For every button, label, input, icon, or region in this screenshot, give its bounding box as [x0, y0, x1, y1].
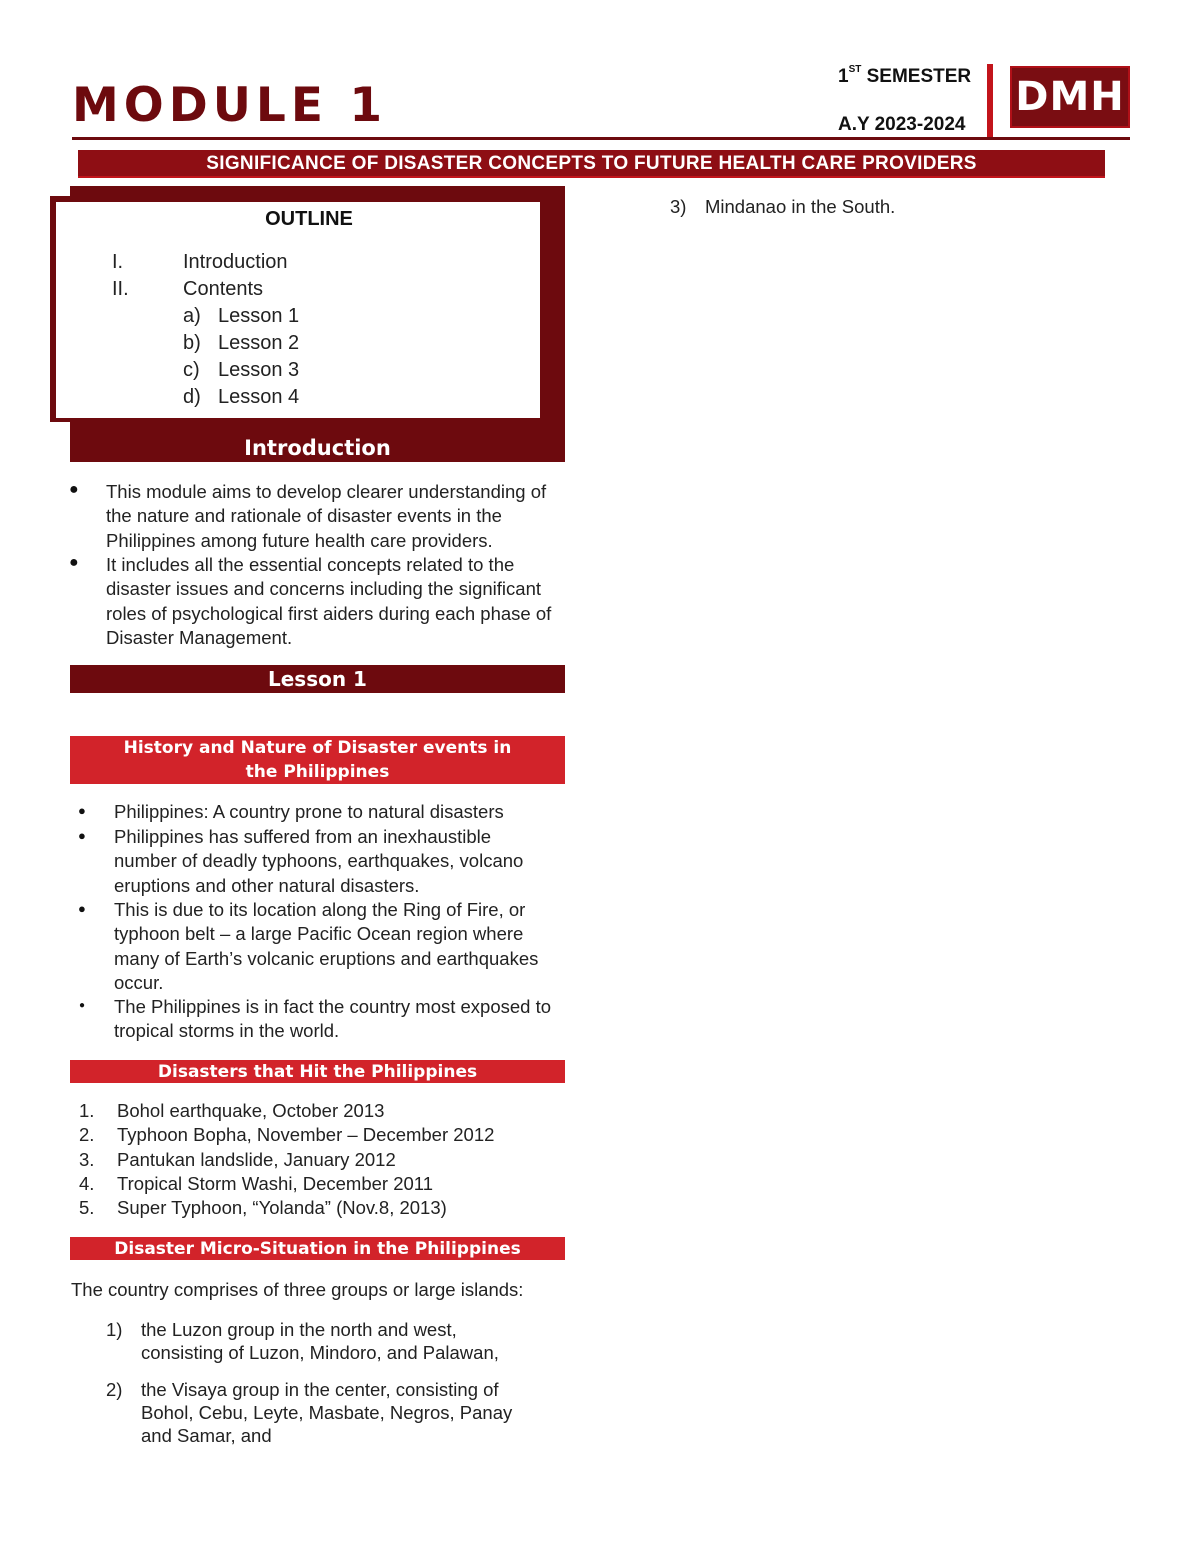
- bullet-icon: ●: [78, 901, 86, 916]
- intro-bullet: This module aims to develop clearer understanding of the nature and rationale of disaster events in the Philippines among future health care providers.: [106, 481, 547, 551]
- outline-item-contents: Contents: [183, 278, 264, 300]
- disaster-number: 1.: [79, 1100, 95, 1121]
- semester-word: SEMESTER: [861, 66, 972, 87]
- header-divider: [987, 64, 993, 138]
- island-group-visaya: the Visaya group in the center, consisting of Bohol, Cebu, Leyte, Masbate, Negros, Panay and Samar, and: [141, 1379, 513, 1446]
- disasters-heading: Disasters that Hit the Philippines: [70, 1060, 565, 1083]
- outline-subitem-lesson-2: Lesson 2: [218, 332, 300, 354]
- disaster-item: Super Typhoon, “Yolanda” (Nov.8, 2013): [117, 1197, 447, 1218]
- bullet-icon: ●: [79, 1000, 86, 1011]
- bullet-icon: ●: [78, 828, 86, 843]
- island-group-luzon: the Luzon group in the north and west, consisting of Luzon, Mindoro, and Palawan,: [141, 1319, 499, 1363]
- disaster-item: Pantukan landslide, January 2012: [117, 1149, 396, 1170]
- semester-label: [838, 66, 971, 88]
- history-bullet: The Philippines is in fact the country most exposed to tropical storms in the world.: [114, 996, 552, 1042]
- outline-subitem-lesson-3: Lesson 3: [218, 359, 300, 381]
- outline-subitem-marker: d): [183, 386, 201, 408]
- history-heading: [70, 736, 565, 784]
- bullet-icon: ●: [78, 803, 86, 818]
- history-bullet: Philippines: A country prone to natural disasters: [114, 801, 504, 822]
- outline-title: OUTLINE: [265, 208, 353, 230]
- disaster-item: Typhoon Bopha, November – December 2012: [117, 1124, 495, 1145]
- history-bullet: Philippines has suffered from an inexhaustible number of deadly typhoons, earthquakes, volcano eruptions and other natural disasters.: [114, 826, 524, 896]
- semester-ordinal: ST: [848, 64, 862, 75]
- intro-bullet: It includes all the essential concepts related to the disaster issues and concerns including the significant roles of psychological first aiders during each phase of Disaster Management.: [106, 554, 552, 648]
- module-subtitle-banner: SIGNIFICANCE OF DISASTER CONCEPTS TO FUTURE HEALTH CARE PROVIDERS: [78, 150, 1105, 178]
- disaster-number: 5.: [79, 1197, 95, 1218]
- disaster-number: 3.: [79, 1149, 95, 1170]
- outline-subitem-marker: c): [183, 359, 200, 381]
- outline-subitem-marker: a): [183, 305, 201, 327]
- introduction-heading: Introduction: [244, 436, 391, 460]
- outline-item-marker: I.: [112, 251, 124, 273]
- academic-year: A.Y 2023-2024: [838, 114, 966, 135]
- disaster-number: 2.: [79, 1124, 95, 1145]
- history-bullet: This is due to its location along the Ring of Fire, or typhoon belt – a large Pacific Ocean region where many of Earth’s volcanic eruptions and earthquakes occur.: [114, 899, 539, 993]
- island-number: 1): [106, 1319, 123, 1340]
- lesson-1-heading: Lesson 1: [70, 665, 565, 693]
- island-number: 2): [106, 1379, 123, 1400]
- header-rule: [72, 137, 1130, 140]
- dmh-logo: DMH: [1010, 66, 1130, 128]
- history-heading-text: History and Nature of Disaster events in the Philippines: [123, 738, 512, 782]
- micro-situation-intro: The country comprises of three groups or large islands:: [71, 1279, 524, 1300]
- island-number: 3): [670, 196, 687, 217]
- outline-subitem-lesson-4: Lesson 4: [218, 386, 300, 408]
- bullet-icon: ●: [69, 481, 79, 498]
- module-title: MODULE 1: [72, 78, 388, 133]
- disaster-item: Tropical Storm Washi, December 2011: [117, 1173, 433, 1194]
- disaster-item: Bohol earthquake, October 2013: [117, 1100, 385, 1121]
- outline-item-introduction: Introduction: [183, 251, 288, 273]
- bullet-icon: ●: [69, 554, 79, 571]
- micro-situation-heading: Disaster Micro-Situation in the Philippines: [70, 1237, 565, 1260]
- outline-subitem-marker: b): [183, 332, 201, 354]
- semester-number: 1: [838, 66, 849, 87]
- island-group-mindanao: Mindanao in the South.: [705, 196, 896, 217]
- outline-subitem-lesson-1: Lesson 1: [218, 305, 300, 327]
- disaster-number: 4.: [79, 1173, 95, 1194]
- outline-item-marker: II.: [112, 278, 129, 300]
